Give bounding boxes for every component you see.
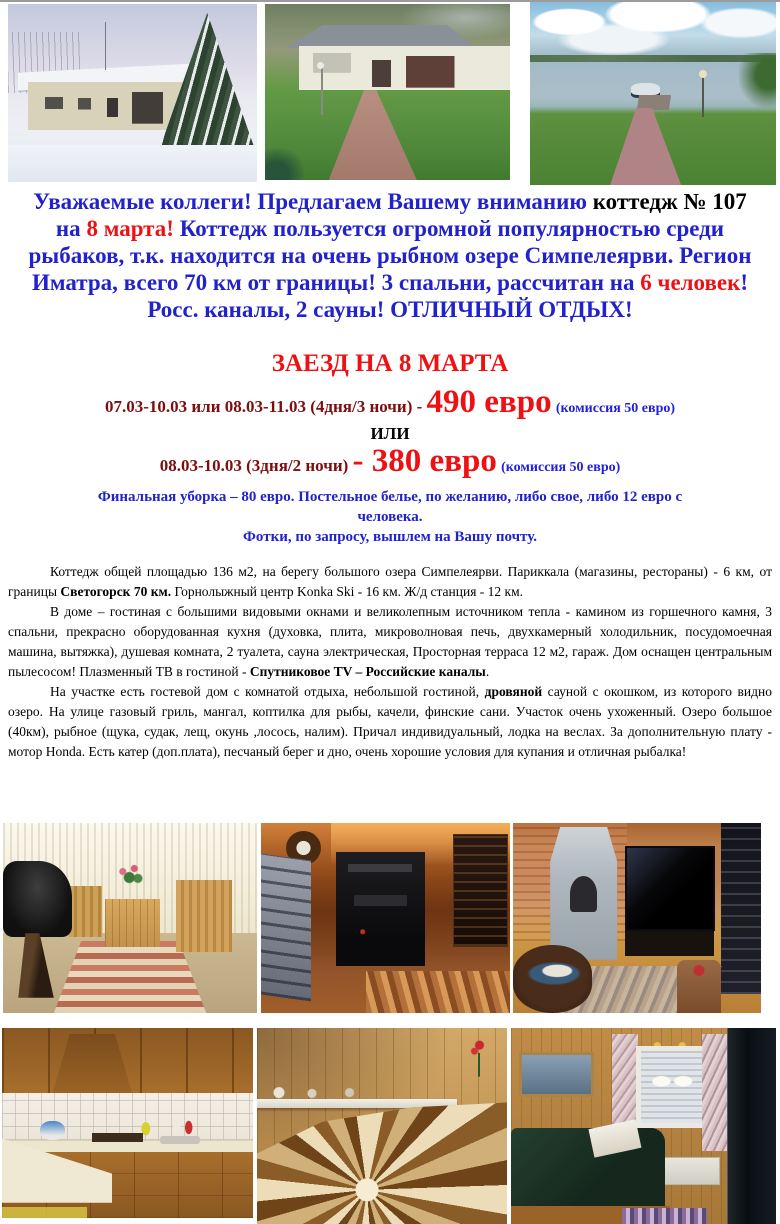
pier [637,95,671,110]
photos-note: Фотки, по запросу, вышлем на Вашу почту. [243,529,537,545]
grey-shelf [261,854,311,1002]
dark-shelving [721,823,761,994]
photo-summer-exterior [265,4,510,180]
paragraph-grounds: На участке есть гостевой дом с комнатой отдыха, небольшой гостиной, дровяной сауной с окошком, из которого видно озеро. На улице газовый гриль, мангал, коптилка для рыбы, качели, финские сани. Участок очень ухоженный. Озеро большое (40км), рыбное (щука, судак, лещ, окунь ,лосось, налим). Причал индивидуальный, лодка на веслах. За дополнительную плату - мотор Honda. Есть катер (доп.плата), песчаный берег и дно, очень хорошие условия для купания и отличная рыбалка! [8,684,773,759]
antenna [105,22,106,70]
photo-stove-lounge [261,823,510,1013]
wooden-chairs [176,880,232,952]
photo-double-bedroom [257,1028,507,1224]
lamp-globe [699,70,707,78]
paragraph-location: Коттедж общей площадью 136 м2, на берегу большого озера Симпелеярви. Париккала (магазины, рестораны) - 6 км, от границы Светогорск 70 км. Горнолыжный центр Konka Ski - 16 км. Ж/д станция - 12 км. [8,564,772,599]
flower-vase [467,1040,492,1083]
page-title: Уважаемые коллеги! Предлагаем Вашему вниманию коттедж № 107 на 8 марта! Коттедж пользуется огромной популярностью среди рыбаков, т.к. находится на очень рыбном озере Симпелеярви. Регион Иматра, всего 70 км от границы! 3 спальни, рассчитан на 6 человек! Росс. каналы, 2 сауны! ОТЛИЧНЫЙ ОТДЫХ! [28,189,752,322]
shelf-items [267,1083,417,1099]
grill [3,861,72,937]
kettle [40,1121,65,1140]
shore-bush [739,53,776,108]
green-sofa [511,1128,665,1210]
photo-lake-pier [530,2,776,185]
radiator [659,1157,719,1184]
description-block [8,562,772,762]
photo-terrace-grill [3,823,257,1013]
clouds [530,2,776,57]
tv-stand [625,931,714,956]
sink [160,1136,200,1144]
house-facade [28,82,192,130]
boat [631,83,661,96]
offer-title: ЗАЕЗД НА 8 МАРТА [271,350,509,377]
fireplace-opening [570,876,597,912]
floor-rug [366,971,510,1013]
photo-fireplace-living-room [513,823,761,1013]
hob [92,1133,142,1143]
dark-cupboard [453,834,507,946]
house-roof [285,25,476,48]
snow-ground [8,145,257,182]
photo-winter-exterior [8,4,257,182]
photo-kitchen [2,1028,253,1218]
tv-screen [625,846,716,932]
or-separator: ИЛИ [370,424,410,443]
armchair [677,960,722,1013]
price-option-2: 08.03-10.03 (3дня/2 ночи) - 380 евро (комиссия 50 евро) [159,443,621,479]
bush [265,148,304,180]
counter-edge [2,1207,87,1218]
black-stove [336,852,426,966]
house-facade [299,46,510,90]
quilted-bed [257,1102,507,1224]
wall-picture [519,1052,594,1097]
wooden-table [105,899,161,947]
price-option-1: 07.03-10.03 или 08.03-11.03 (4дня/3 ночи) - 490 евро (комиссия 50 евро) [104,384,676,420]
cleaning-note: Финальная уборка – 80 евро. Постельное белье, по желанию, либо свое, либо 12 евро с человека. [97,489,683,525]
notes-block [0,487,780,547]
photo-sofa-bedroom [511,1028,776,1224]
lamp-globe [317,62,324,69]
small-rug [622,1208,707,1224]
lake-path [599,108,692,185]
lamp-post [702,75,704,117]
lamp-post [321,67,323,115]
paragraph-house: В доме – гостиная с большими видовыми окнами и великолепным источником тепла - камином из горшечного камня, 3 спальни, прекрасно оборудованная кухня (духовка, плита, микроволновая печь, двухкамерный холодильник, посудомоечная машина, вытяжка), душевая комната, 2 туалета, сауна электрическая, Просторная терраса 12 м2, гараж. Дом оснащен центральным пылесосом! Плазменный ТВ в гостиной - Спутниковое TV – Российские каналы. [8,604,772,679]
coffee-table [513,945,592,1013]
wooden-chair [69,886,102,937]
flower-bouquet [112,861,148,891]
garden-path [329,90,417,180]
dark-wardrobe [727,1028,776,1224]
